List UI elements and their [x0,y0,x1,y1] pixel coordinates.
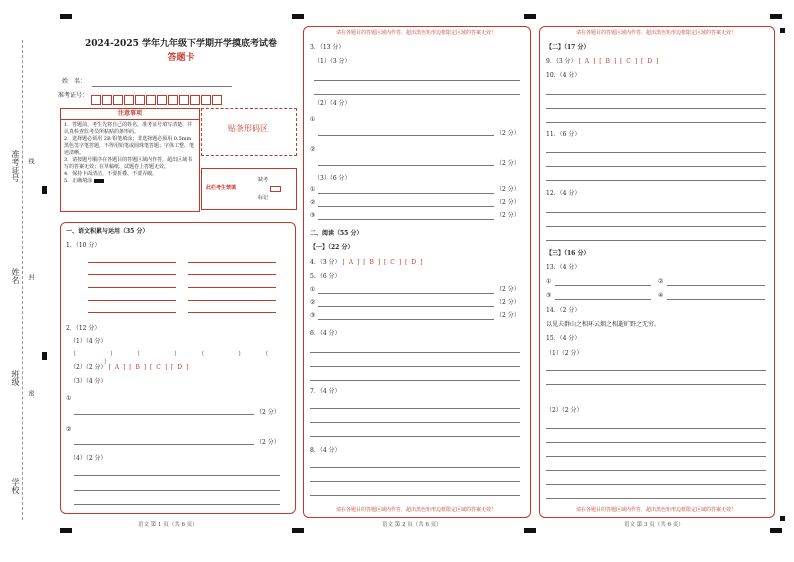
boundary-warning: 请在各题目的答题区域内作答，超出黑色矩形边框限定区域的答案无效！ [575,507,736,513]
score-label: （2 分） [496,212,520,219]
binding-label-class: 班级 [11,370,20,386]
notice-item: 3．请按题号顺序在各题目的答题区域内作答，超出区域书写的答案无效；在草稿纸、试题卷上答题无效。 [64,157,193,170]
notice-box [60,108,200,212]
question-label: （2）（4 分） [314,100,351,107]
circle-label: ② [310,199,316,206]
score-label: （2 分） [256,409,280,416]
absence-checkbox[interactable] [270,186,281,192]
absence-label: 此栏考生禁填 [206,185,237,191]
positioning-mark [524,14,536,19]
boundary-warning: 请在各题目的答题区域内作答，超出黑色矩形边框限定区域的答案无效！ [335,507,496,513]
question-label: （3）（4 分） [70,378,107,385]
binding-label-id: 准考证号 [11,150,20,182]
question-label: （1）（3 分） [314,58,351,65]
circle-label: ④ [658,292,664,299]
circle-label: ③ [310,212,316,219]
question-label: （3）（6 分） [314,175,351,182]
positioning-mark [524,528,536,533]
question-label: 12．（4 分） [546,190,581,197]
circle-label: ② [658,278,664,285]
positioning-mark [292,14,304,19]
notice-item: 5．正确填涂 [64,178,196,185]
question-label: （2）（2 分） [546,407,583,414]
circle-label: ① [310,116,316,123]
id-label: 准考证号： [58,92,89,99]
question-label: 3．（13 分） [310,44,345,51]
question-label: （1）（4 分） [70,338,107,345]
answer-line[interactable] [74,444,254,445]
answer-line[interactable] [74,414,254,415]
timing-mark [780,28,785,33]
positioning-mark [60,14,72,19]
choice-options[interactable]: [ A ] [ B ] [ C ] [ D ] [342,259,424,266]
circle-label: ① [310,286,316,293]
circle-label: ② [66,426,72,433]
score-label: （2 分） [496,186,520,193]
question-label: 13．（4 分） [546,264,581,271]
part-title: 【二】（17 分） [546,44,590,51]
timing-mark [42,186,47,194]
timing-mark [780,516,785,521]
question-label: 11．（6 分） [546,131,581,138]
absence-missing: 缺考 [258,177,269,183]
circle-label: ③ [546,292,552,299]
page-footer: 语文 第 1 页（共 6 页） [138,522,198,528]
timing-mark [42,352,47,360]
sentence-text: 以见夫群山之相环云烟之相逝旷野之无穷。 [546,321,661,328]
score-label: （2 分） [256,439,280,446]
circle-label: ② [310,146,316,153]
binding-label-secret: 密 [27,390,34,396]
notice-item: 4．保持卡面清洁，不要折叠、不要弄破。 [64,171,158,177]
barcode-label: 贴条形码区 [228,124,268,133]
score-label: （2 分） [496,130,520,137]
boundary-warning: 请在各题目的答题区域内作答，超出黑色矩形边框限定区域的答案无效！ [575,30,736,36]
absence-mark: 标记 [258,195,269,201]
question-label: 5．（6 分） [310,273,341,280]
question-label: 4．（3 分） [ A ] [ B ] [ C ] [ D ] [310,259,424,266]
boundary-warning: 请在各题目的答题区域内作答，超出黑色矩形边框限定区域的答案无效！ [335,30,496,36]
positioning-mark [292,528,304,533]
binding-label-name: 姓名 [11,268,20,284]
question-label: 9．（3 分） [ A ] [ B ] [ C ] [ D ] [546,58,660,65]
choice-options[interactable]: [ A ] [ B ] [ C ] [ D ] [108,364,190,371]
circle-label: ③ [310,312,316,319]
circle-label: ① [310,186,316,193]
positioning-mark [770,528,782,533]
question-label: 14．（2 分） [546,307,581,314]
section-title: 一、语文积累与运用（35 分） [66,228,149,235]
question-label: （2）（2 分） [ A ] [ B ] [ C ] [ D ] [70,364,190,371]
circle-label: ① [66,395,72,402]
score-label: （2 分） [496,299,520,306]
score-label: （2 分） [496,312,520,319]
question-label: 10．（4 分） [546,72,581,79]
score-label: （2 分） [496,286,520,293]
circle-label: ① [546,278,552,285]
question-label: 15．（4 分） [546,335,581,342]
page-footer: 语文 第 2 页（共 6 页） [382,522,442,528]
answer-panel-3 [539,26,775,518]
question-label: 1．（10 分） [66,242,101,249]
part-title: 【一】（22 分） [310,244,354,251]
circle-label: ② [310,299,316,306]
question-label: 7．（4 分） [310,388,341,395]
question-label: （4）（2 分） [70,455,107,462]
binding-margin [4,40,38,520]
question-label: 2．（12 分） [66,325,101,332]
id-field[interactable] [91,90,223,109]
score-label: （2 分） [496,199,520,206]
pinyin-blanks[interactable]: （ ） （ ） （ ） （） [70,351,269,366]
exam-subtitle: 答题卡 [167,53,195,63]
name-field[interactable] [92,86,232,87]
binding-label-school: 学校 [11,478,20,494]
exam-title: 2024-2025 学年九年级下学期开学摸底考试卷 [85,39,277,49]
question-label: 8．（4 分） [310,447,341,454]
notice-item: 1．答题前，考生先将自己的姓名，准考证号填写清楚，并认真检查监考员所粘贴的条形码。 [64,122,193,135]
filled-example-icon [94,179,104,183]
binding-label-line: 线 [27,158,34,164]
notice-item: 2．选择题必须用 2B 铅笔填涂；非选择题必须用 0.5mm 黑色签字笔答题，不得用铅笔或圆珠笔答题；字体工整、笔迹清晰。 [64,136,195,156]
score-label: （2 分） [496,160,520,167]
part-title: 【三】（16 分） [546,250,590,257]
question-label: （1）（2 分） [546,350,583,357]
page-footer: 语文 第 3 页（共 6 页） [624,522,684,528]
choice-options[interactable]: [ A ] [ B ] [ C ] [ D ] [578,58,660,65]
binding-label-seal: 封 [27,274,34,280]
notice-title: 注意事项 [61,109,199,120]
name-label: 姓 名： [62,78,87,85]
question-label: 6．（4 分） [310,330,341,337]
section-title: 二、阅读（55 分） [310,230,363,237]
absence-box [201,168,297,210]
positioning-mark [60,528,72,533]
positioning-mark [770,14,782,19]
